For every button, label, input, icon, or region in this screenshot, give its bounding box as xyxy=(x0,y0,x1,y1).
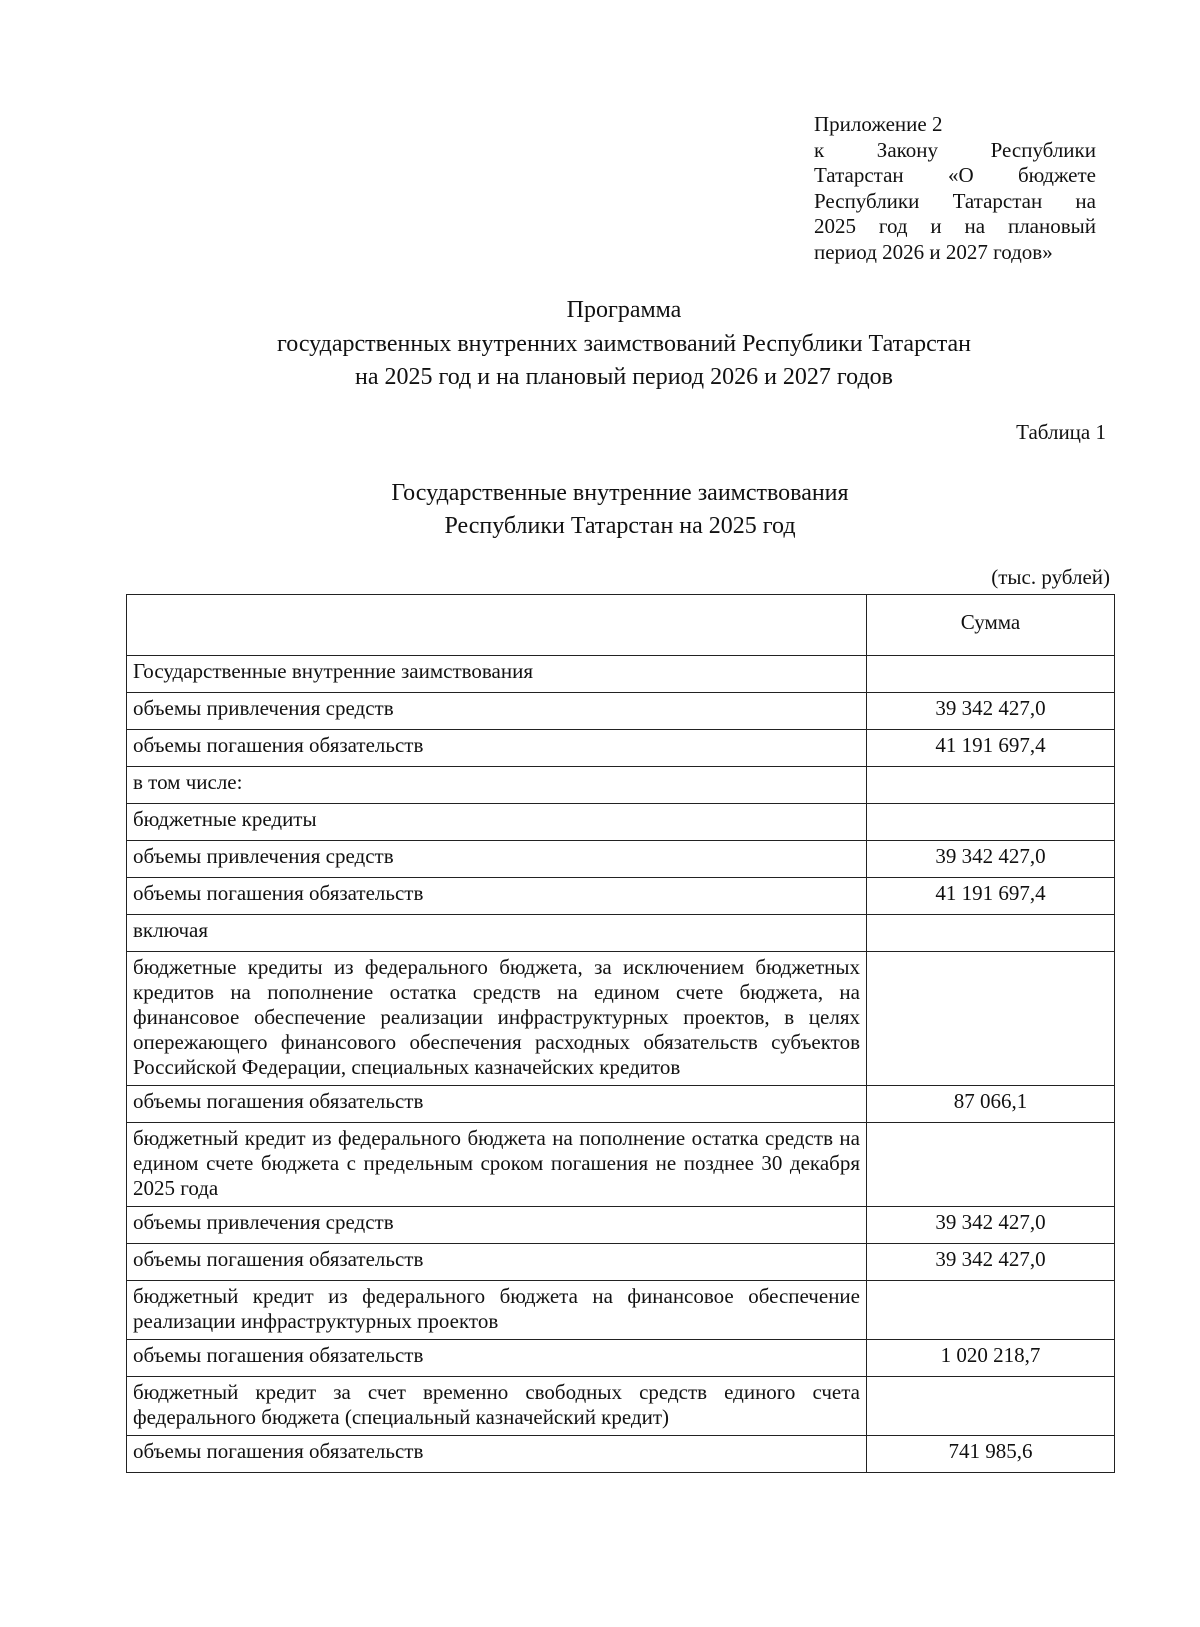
row-value xyxy=(867,767,1115,804)
table-header-row xyxy=(127,595,1115,656)
row-value: 87 066,1 xyxy=(867,1086,1115,1123)
row-label: бюджетные кредиты xyxy=(127,804,867,841)
appendix-line: Татарстан «О бюджете xyxy=(814,163,1096,187)
row-value xyxy=(867,1123,1115,1207)
row-label: объемы погашения обязательств xyxy=(127,1244,867,1281)
table-title-line: Государственные внутренние заимствования xyxy=(391,480,849,506)
row-label: включая xyxy=(127,915,867,952)
table-row xyxy=(127,1086,1115,1123)
table-row xyxy=(127,1377,1115,1436)
row-label: объемы привлечения средств xyxy=(127,841,867,878)
row-label: Государственные внутренние заимствования xyxy=(127,656,867,693)
row-value xyxy=(867,804,1115,841)
table-row xyxy=(127,1340,1115,1377)
row-label: бюджетный кредит из федерального бюджета на финансовое обеспечение реализации инфраструктурных проектов xyxy=(127,1281,867,1340)
table-row xyxy=(127,656,1115,693)
table-row xyxy=(127,841,1115,878)
row-label: объемы привлечения средств xyxy=(127,693,867,730)
table-row xyxy=(127,1281,1115,1340)
row-value: 39 342 427,0 xyxy=(867,1207,1115,1244)
table-title xyxy=(0,477,1200,543)
appendix-block xyxy=(814,112,1096,265)
borrowings-table xyxy=(126,594,1115,1473)
row-value: 39 342 427,0 xyxy=(867,693,1115,730)
row-label: бюджетный кредит за счет временно свободных средств единого счета федерального бюджета (специальный казначейский кредит) xyxy=(127,1377,867,1436)
row-value: 41 191 697,4 xyxy=(867,878,1115,915)
row-label: объемы привлечения средств xyxy=(127,1207,867,1244)
row-value: 39 342 427,0 xyxy=(867,841,1115,878)
row-label: объемы погашения обязательств xyxy=(127,1086,867,1123)
program-title-line: государственных внутренних заимствований Республики Татарстан xyxy=(277,330,971,357)
row-label: в том числе: xyxy=(127,767,867,804)
table-row xyxy=(127,1436,1115,1473)
program-title-line: на 2025 год и на плановый период 2026 и 2027 годов xyxy=(354,364,894,390)
table-number: Таблица 1 xyxy=(1016,420,1106,444)
appendix-line: к Закону Республики xyxy=(814,137,1096,162)
table-row xyxy=(127,915,1115,952)
row-label: бюджетные кредиты из федерального бюджета, за исключением бюджетных кредитов на пополнение остатка средств на едином счете бюджета, на финансовое обеспечение реализации инфраструктурных проектов, в целях опережающего финансового обеспечения расходных обязательств субъектов Российской Федерации, специальных казначейских кредитов xyxy=(127,952,867,1086)
program-title xyxy=(0,294,1200,395)
row-label: объемы погашения обязательств xyxy=(127,878,867,915)
row-value xyxy=(867,656,1115,693)
row-label: объемы погашения обязательств xyxy=(127,730,867,767)
row-value xyxy=(867,952,1115,1086)
table-row xyxy=(127,878,1115,915)
appendix-line: 2025 год и на плановый xyxy=(814,214,1096,238)
table-row xyxy=(127,693,1115,730)
row-label: объемы погашения обязательств xyxy=(127,1340,867,1377)
units-label: (тыс. рублей) xyxy=(991,565,1110,589)
row-value xyxy=(867,1281,1115,1340)
header-name-cell xyxy=(127,595,867,656)
appendix-line: период 2026 и 2027 годов» xyxy=(814,239,1053,264)
row-label: бюджетный кредит из федерального бюджета на пополнение остатка средств на едином счете бюджета с предельным сроком погашения не позднее 30 декабря 2025 года xyxy=(127,1123,867,1207)
program-title-line: Программа xyxy=(566,297,682,323)
row-value: 741 985,6 xyxy=(867,1436,1115,1473)
row-label: объемы погашения обязательств xyxy=(127,1436,867,1473)
table-row xyxy=(127,1123,1115,1207)
table-row xyxy=(127,767,1115,804)
table-row xyxy=(127,952,1115,1086)
appendix-line: Республики Татарстан на xyxy=(814,188,1096,213)
table-row xyxy=(127,730,1115,767)
row-value xyxy=(867,1377,1115,1436)
appendix-line: Приложение 2 xyxy=(814,112,943,136)
row-value xyxy=(867,915,1115,952)
table-row xyxy=(127,1244,1115,1281)
table-row xyxy=(127,804,1115,841)
row-value: 1 020 218,7 xyxy=(867,1340,1115,1377)
table-title-line: Республики Татарстан на 2025 год xyxy=(444,513,796,539)
row-value: 41 191 697,4 xyxy=(867,730,1115,767)
header-sum-cell: Сумма xyxy=(867,595,1115,656)
table-row xyxy=(127,1207,1115,1244)
row-value: 39 342 427,0 xyxy=(867,1244,1115,1281)
